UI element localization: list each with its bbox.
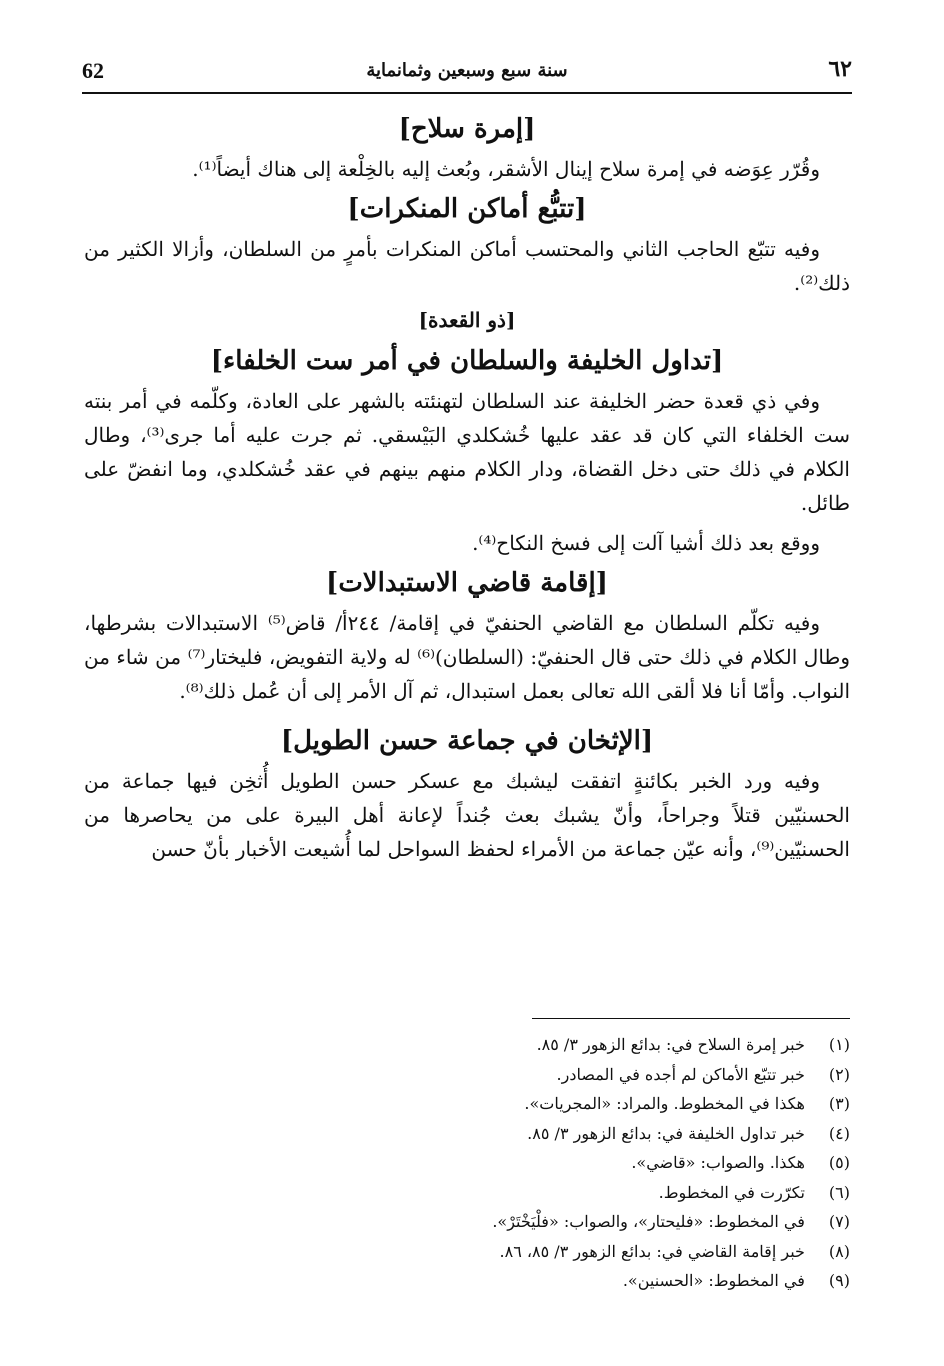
section-heading: [الإثخان في جماعة حسن الطويل]: [280, 726, 654, 756]
footnote-number: (٤): [828, 1123, 850, 1143]
footnote: [90, 1089, 850, 1119]
paragraph: وقُرّر عِوَضه في إمرة سلاح إينال الأشقر، وبُعث إليه بالخِلْعة إلى هناك أيضاً⁽¹⁾.: [192, 157, 820, 181]
footnotes: [90, 1030, 850, 1296]
footnote-text: هكذا في المخطوط. والمراد: «المجريات».: [524, 1094, 805, 1113]
footnote-number: (٣): [828, 1094, 850, 1113]
paragraph: وفيه تتبّع الحاجب الثاني والمحتسب أماكن المنكرات بأمرٍ من السلطان، وأزالا الكثير من ذلك⁽²⁾.: [84, 237, 850, 295]
footnote-text: خبر تتبّع الأماكن لم أجده في المصادر.: [556, 1064, 805, 1084]
footnote-divider: [532, 1018, 850, 1019]
footnote: [90, 1237, 850, 1267]
footnote-number: (٨): [828, 1241, 850, 1261]
paragraph: وفيه ورد الخبر بكائنةٍ اتفقت ليشبك مع عسكر حسن الطويل أُثخِن فيها جماعة من الحسنيّين قتلاً وجراحاً، وأنّ يشبك بعث جُنداً لإعانة أهل البيرة على من يحاصرها من الحسنيّين⁽⁹⁾، وأنه عيّن جماعة من الأمراء لحفظ السواحل لما أُشيعت الأخبار بأنّ حسن: [84, 769, 850, 861]
section-heading: [تداول الخليفة والسلطان في أمر ست الخلفاء]: [210, 346, 724, 376]
footnote-number: (٧): [828, 1212, 850, 1231]
paragraph: وفي ذي قعدة حضر الخليفة عند السلطان لتهنئته بالشهر على العادة، وكلّمه في أمر بنته ست الخلفاء التي كان قد عقد عليها خُشكلدي البَيْسقي. ثم جرت عليه أما جرى⁽³⁾، وطال الكلام في ذلك حتى دخل القضاة، ودار الكلام منهم بينهم في عقد خُشكلدي، وما انفضّ على طائل.: [84, 389, 850, 515]
footnote-text: تكرّرت في المخطوط.: [658, 1182, 805, 1202]
paragraph: ووقع بعد ذلك أشيا آلت إلى فسخ النكاح⁽⁴⁾.: [472, 531, 820, 555]
main-text: [84, 112, 850, 872]
footnote: [90, 1119, 850, 1149]
section-heading: [إقامة قاضي الاستبدالات]: [326, 568, 608, 598]
footnote: [90, 1178, 850, 1208]
footnote: [90, 1060, 850, 1090]
footnote-number: (٢): [828, 1064, 850, 1084]
page-header: [82, 52, 852, 94]
footnote-text: في المخطوط: «الحسنين».: [622, 1271, 805, 1290]
section-heading: [إمرة سلاح]: [398, 114, 536, 144]
month-heading: [ذو القعدة]: [418, 308, 516, 332]
page-number-latin: 62: [82, 58, 104, 83]
paragraph: وفيه تكلّم السلطان مع القاضي الحنفيّ في إقامة/ ٢٤٤أ/ قاض⁽⁵⁾ الاستبدالات بشرطها، وطال الكلام في ذلك حتى قال الحنفيّ: (السلطان)⁽⁶⁾ له ولاية التفويض، فليختار⁽⁷⁾ من شاء من النواب. وأمّا أنا فلا ألقى الله تعالى بعمل استبدال، ثم آل الأمر إلى أن عُمل ذلك⁽⁸⁾.: [84, 611, 850, 703]
footnote-number: (٦): [828, 1182, 850, 1202]
footnote-text: خبر تداول الخليفة في: بدائع الزهور ٣/ ٨٥.: [527, 1123, 805, 1143]
footnote-number: (٥): [828, 1153, 850, 1172]
running-title: سنة سبع وسبعين وثمانماية: [366, 60, 568, 81]
footnote-text: خبر إمرة السلاح في: بدائع الزهور ٣/ ٨٥.: [536, 1035, 805, 1054]
section-heading: [تتبُّع أماكن المنكرات]: [347, 194, 587, 224]
footnote: [90, 1266, 850, 1296]
footnote: [90, 1207, 850, 1237]
footnote-text: في المخطوط: «فليحتار»، والصواب: «فلْيَخْتَرْ».: [492, 1212, 805, 1231]
footnote-number: (١): [828, 1035, 850, 1054]
footnote-text: خبر إقامة القاضي في: بدائع الزهور ٣/ ٨٥، ٨٦.: [499, 1241, 805, 1261]
footnote-number: (٩): [828, 1271, 850, 1290]
page-number-arabic: ٦٢: [828, 56, 852, 82]
footnote: [90, 1030, 850, 1060]
footnote-text: هكذا. والصواب: «قاضي».: [631, 1153, 805, 1172]
footnote: [90, 1148, 850, 1178]
